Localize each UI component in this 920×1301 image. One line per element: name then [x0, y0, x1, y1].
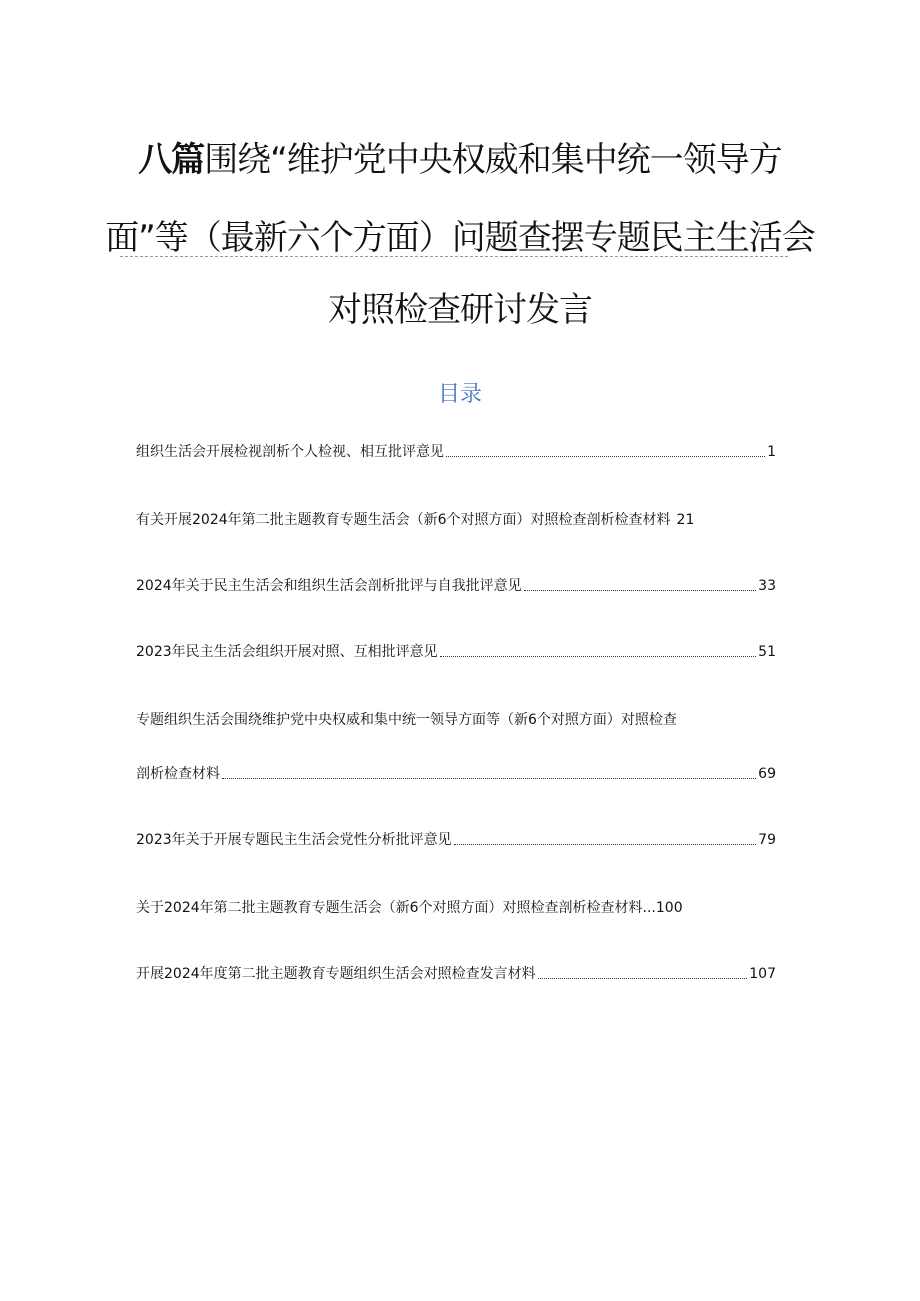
toc-entry-title: 关于2024年第二批主题教育专题生活会（新6个对照方面）对照检查剖析检查材料...: [136, 900, 656, 916]
toc-entry-page: 21: [676, 512, 695, 528]
toc-entry-page: 79: [758, 832, 776, 848]
toc-heading: 目录: [437, 382, 482, 407]
toc-dot-leader: [222, 778, 756, 779]
toc-entry-page: 51: [758, 644, 776, 660]
toc-dot-leader: [524, 590, 757, 591]
title-line-1: [0, 140, 920, 180]
toc-entry[interactable]: [136, 438, 776, 462]
toc-entry-page: 69: [758, 766, 776, 782]
toc-entry-title: 2024年关于民主生活会和组织生活会剖析批评与自我批评意见: [136, 578, 522, 594]
toc-entry-title: 剖析检查材料: [136, 766, 220, 782]
toc-entry-title: 开展2024年度第二批主题教育专题组织生活会对照检查发言材料: [136, 966, 536, 982]
toc-entry[interactable]: [136, 960, 776, 984]
toc-entry[interactable]: [136, 894, 776, 918]
toc-entry[interactable]: [136, 638, 776, 662]
title-divider: [120, 256, 788, 257]
toc-dot-leader: [538, 978, 748, 979]
toc-entry-page: 1: [767, 444, 776, 460]
toc-entry-title: 2023年民主生活会组织开展对照、互相批评意见: [136, 644, 438, 660]
title-line-2: 面”等（最新六个方面）问题查摆专题民主生活会: [105, 218, 815, 258]
title-line-1-text: 围绕“维护党中央权威和集中统一领导方: [204, 140, 782, 180]
toc-entry-page: 100: [655, 900, 683, 916]
toc-entry[interactable]: [136, 706, 776, 730]
toc-entry[interactable]: [136, 572, 776, 596]
toc-dot-leader: [446, 456, 765, 457]
title-bold-prefix: 八篇: [138, 140, 205, 180]
title-line-3: 对照检查研讨发言: [328, 290, 592, 330]
toc-entry-title: 组织生活会开展检视剖析个人检视、相互批评意见: [136, 444, 444, 460]
toc-entry[interactable]: [136, 826, 776, 850]
toc-dot-leader: [454, 844, 757, 845]
toc-entry-page: 107: [749, 966, 776, 982]
toc-entry-title: 有关开展2024年第二批主题教育专题生活会（新6个对照方面）对照检查剖析检查材料: [136, 512, 671, 528]
toc-entry-title: 2023年关于开展专题民主生活会党性分析批评意见: [136, 832, 452, 848]
toc-dot-leader: [440, 656, 757, 657]
toc-entry-page: 33: [758, 578, 776, 594]
toc-entry-continuation[interactable]: [136, 760, 776, 784]
toc-entry[interactable]: [136, 506, 776, 530]
toc-entry-title: 专题组织生活会围绕维护党中央权威和集中统一领导方面等（新6个对照方面）对照检查: [136, 712, 677, 728]
